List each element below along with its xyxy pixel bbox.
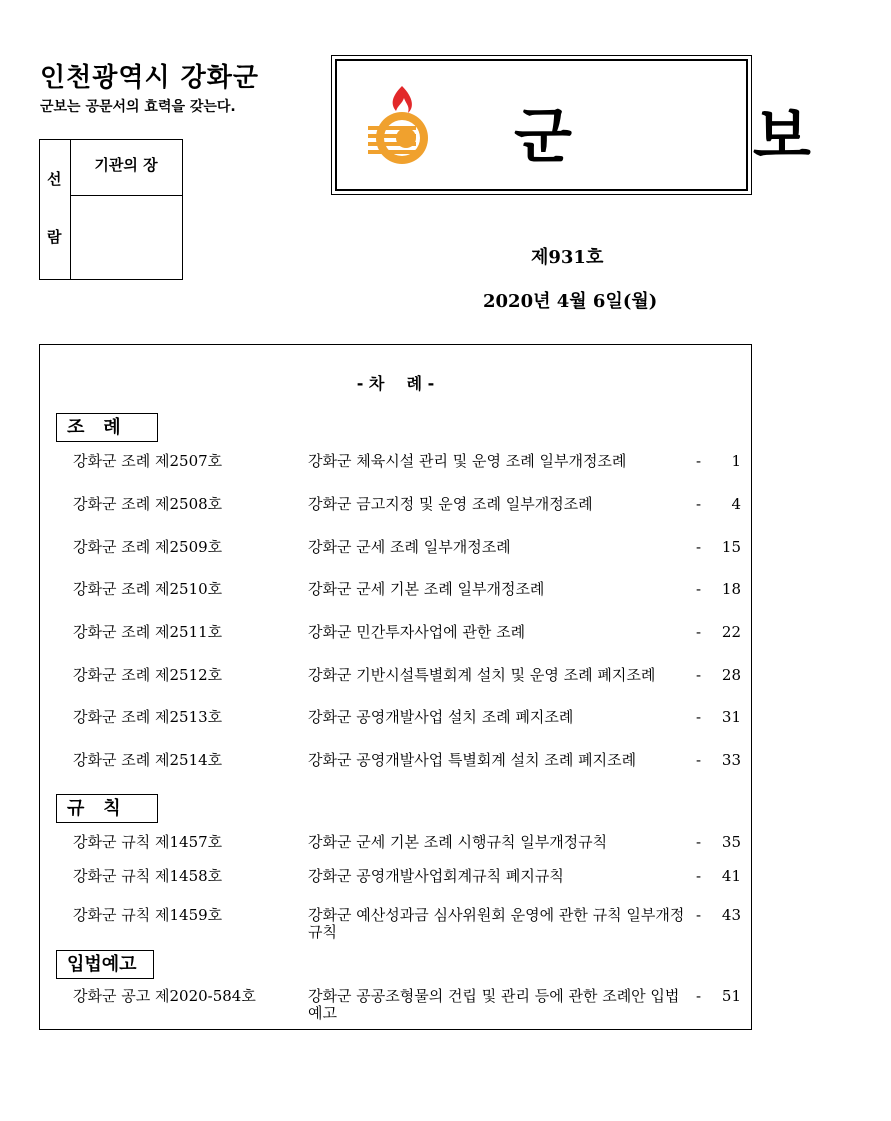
review-label-column — [40, 140, 71, 279]
toc-item-dash: - — [696, 906, 702, 924]
toc-item-dash: - — [696, 708, 702, 726]
county-emblem-icon — [362, 78, 442, 168]
toc-item-dash: - — [696, 833, 702, 851]
toc-item-dash: - — [696, 538, 702, 556]
section-ordinance: 조 례 — [56, 413, 158, 442]
toc-item-number: 강화군 조례 제2509호 — [73, 538, 223, 556]
toc-item-page: 33 — [721, 751, 741, 769]
issue-date: 2020년 4월 6일(월) — [483, 291, 658, 312]
toc-item-page: 1 — [731, 452, 741, 470]
toc-item-title: 강화군 금고지정 및 운영 조례 일부개정조례 — [308, 495, 593, 513]
toc-item-title: 강화군 공영개발사업 특별회계 설치 조례 폐지조례 — [308, 751, 637, 769]
toc-item-title: 강화군 체육시설 관리 및 운영 조례 일부개정조례 — [308, 452, 627, 470]
toc-item-dash: - — [696, 623, 702, 641]
toc-item-page: 51 — [721, 987, 741, 1005]
toc-item-page: 15 — [721, 538, 741, 556]
toc-item-dash: - — [696, 495, 702, 513]
toc-item-number: 강화군 규칙 제1457호 — [73, 833, 223, 851]
toc-item-title: 강화군 공공조형물의 건립 및 관리 등에 관한 조례안 입법예고 — [308, 987, 680, 1022]
toc-item-number: 강화군 조례 제2511호 — [73, 623, 223, 641]
section-rule: 규 칙 — [56, 794, 158, 823]
toc-item-title: 강화군 예산성과금 심사위원회 운영에 관한 규칙 일부개정규칙 — [308, 906, 685, 941]
toc-item-dash: - — [696, 751, 702, 769]
toc-item-number: 강화군 공고 제2020-584호 — [73, 987, 256, 1005]
toc-item-dash: - — [696, 867, 702, 885]
toc-item-page: 41 — [721, 867, 741, 885]
toc-item-title: 강화군 공영개발사업 설치 조례 폐지조례 — [308, 708, 574, 726]
review-divider — [70, 195, 182, 196]
bulletin-title: 군 보 — [514, 102, 891, 172]
toc-item-title: 강화군 기반시설특별회계 설치 및 운영 조례 폐지조례 — [308, 666, 656, 684]
toc-item-page: 35 — [721, 833, 741, 851]
review-label-2: 람 — [47, 228, 62, 246]
toc-item-title: 강화군 민간투자사업에 관한 조례 — [308, 623, 526, 641]
toc-item-number: 강화군 조례 제2512호 — [73, 666, 223, 684]
toc-item-number: 강화군 조례 제2507호 — [73, 452, 223, 470]
table-of-contents — [39, 344, 752, 1030]
toc-item-page: 43 — [721, 906, 741, 924]
toc-item-number: 강화군 규칙 제1459호 — [73, 906, 223, 924]
toc-item-number: 강화군 규칙 제1458호 — [73, 867, 223, 885]
toc-item-page: 18 — [721, 580, 741, 598]
toc-item-number: 강화군 조례 제2508호 — [73, 495, 223, 513]
toc-item-dash: - — [696, 666, 702, 684]
toc-item-number: 강화군 조례 제2514호 — [73, 751, 223, 769]
review-box — [39, 139, 183, 280]
toc-item-page: 31 — [721, 708, 741, 726]
toc-item-dash: - — [696, 580, 702, 598]
toc-item-dash: - — [696, 987, 702, 1005]
toc-item-title: 강화군 군세 조례 일부개정조례 — [308, 538, 511, 556]
bulletin-banner — [331, 55, 891, 195]
city-name: 인천광역시 강화군 — [40, 63, 259, 93]
review-label-1: 선 — [47, 170, 62, 188]
toc-item-page: 4 — [731, 495, 741, 513]
bulletin-subtitle: 군보는 공문서의 효력을 갖는다. — [40, 99, 236, 115]
toc-item-page: 28 — [721, 666, 741, 684]
issue-number: 제931호 — [531, 247, 604, 268]
toc-item-title: 강화군 공영개발사업회계규칙 폐지규칙 — [308, 867, 564, 885]
review-head-label: 기관의 장 — [94, 156, 158, 174]
toc-item-title: 강화군 군세 기본 조례 시행규칙 일부개정규칙 — [308, 833, 608, 851]
toc-item-page: 22 — [721, 623, 741, 641]
toc-item-title: 강화군 군세 기본 조례 일부개정조례 — [308, 580, 545, 598]
toc-item-dash: - — [696, 452, 702, 470]
toc-title: - 차 례 - — [356, 374, 435, 393]
section-legislative-notice: 입법예고 — [56, 950, 154, 979]
toc-item-number: 강화군 조례 제2510호 — [73, 580, 223, 598]
toc-item-number: 강화군 조례 제2513호 — [73, 708, 223, 726]
